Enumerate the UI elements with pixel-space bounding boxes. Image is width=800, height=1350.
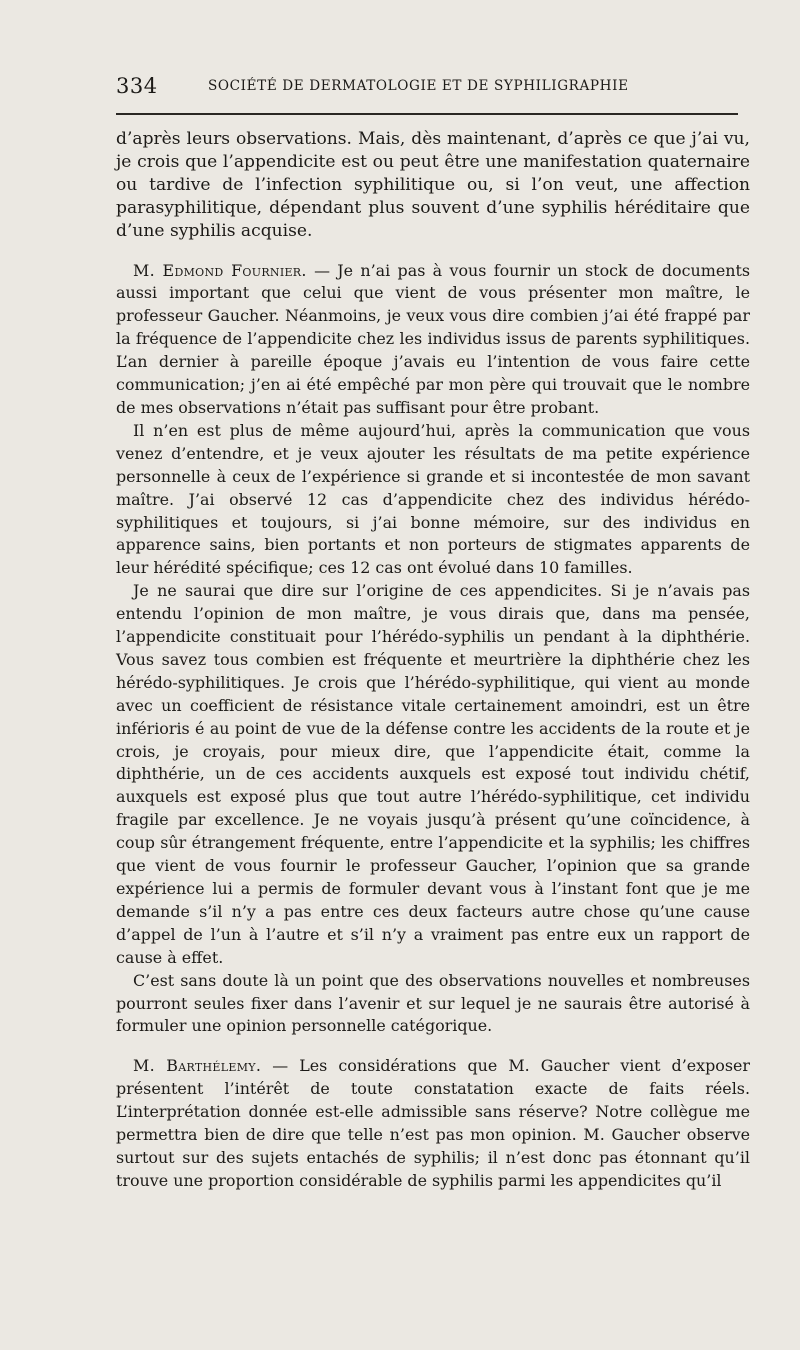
- barthelemy-section: [116, 1055, 750, 1192]
- fournier-paragraph-3: Je ne saurai que dire sur l’origine de ces appendicites. Si je n’avais pas entendu l’opinion de mon maître, je vous dirais que, dans ma pensée, l’appendicite constituait pour l’hérédo-syphilis un pendant à la diphthérie. Vous savez tous combien est fréquente et meurtrière la diphthérie chez les hérédo-syphilitiques. Je crois que l’hérédo-syphilitique, qui vient au monde avec un coefficient de résistance vitale certainement amoindri, est un être inférioris é au point de vue de la défense contre les accidents de la route et je crois, je croyais, pour mieux dire, que l’appendicite était, comme la diphthérie, un de ces accidents auxquels est exposé tout individu chétif, auxquels est exposé plus que tout autre l’hérédo-syphilitique, cet individu fragile par excellence. Je ne voyais jusqu’à présent qu’une coïncidence, à coup sûr étrangement fréquente, entre l’appendicite et la syphilis; les chiffres que vient de vous fournir le professeur Gaucher, l’opinion que sa grande expérience lui a permis de formuler devant vous à l’instant font que je me demande s’il n’y a pas entre ces deux facteurs autre chose qu’une cause d’appel de l’un à l’autre et s’il n’y a vraiment pas entre eux un rapport de cause à effet.: [116, 581, 750, 967]
- fournier-paragraph-4: C’est sans doute là un point que des observations nouvelles et nombreuses pourront seules fixer dans l’avenir et sur lequel je ne saurais être autorisé à formuler une opinion personnelle catégorique.: [116, 970, 750, 1036]
- fournier-section: [116, 260, 750, 1039]
- fournier-paragraph-1: [116, 260, 750, 420]
- page-number: 334: [116, 74, 158, 98]
- speaker-fournier: M. Edmond Fournier.: [133, 260, 307, 280]
- running-title: SOCIÉTÉ DE DERMATOLOGIE ET DE SYPHILIGRAPHIE: [208, 78, 629, 94]
- fournier-paragraph-1-text: — Je n’ai pas à vous fournir un stock de documents aussi important que celui que vient de vous présenter mon maître, le professeur Gaucher. Néanmoins, je veux vous dire combien j’ai été frappé par la fréquence de l’appendicite chez les individus issus de parents syphilitiques. L’an dernier à pareille époque j’avais eu l’intention de vous faire cette communication; j’en ai été empêché par mon père qui trouvait que le nombre de mes observations n’était pas suffisant pour être probant.: [116, 260, 751, 417]
- body-text: [116, 128, 750, 1193]
- page-header: [116, 74, 750, 104]
- intro-paragraph: d’après leurs observations. Mais, dès maintenant, d’après ce que j’ai vu, je crois que l’appendicite est ou peut être une manifestation quaternaire ou tardive de l’infection syphilitique ou, si l’on veut, une affection parasyphilitique, dépendant plus souvent d’une syphilis héréditaire que d’une syphilis acquise.: [116, 129, 750, 241]
- speaker-barthelemy: M. Barthélemy.: [133, 1056, 262, 1076]
- barthelemy-paragraph-1-text: — Les considérations que M. Gaucher vient d’exposer présentent l’intérêt de toute constatation exacte de faits réels. L’interprétation donnée est-elle admissible sans réserve? Notre collègue me permettra bien de dire que telle n’est pas mon opinion. M. Gaucher observe surtout sur des sujets entachés de syphilis; il n’est donc pas étonnant qu’il trouve une proportion considérable de syphilis parmi les appendicites qu’il: [116, 1056, 751, 1190]
- header-rule: [116, 113, 738, 115]
- barthelemy-paragraph-1: [116, 1055, 750, 1192]
- fournier-paragraph-2: Il n’en est plus de même aujourd’hui, après la communication que vous venez d’entendre, et je veux ajouter les résultats de ma petite expérience personnelle à ceux de l’expérience si grande et si incontestée de mon savant maître. J’ai observé 12 cas d’appendicite chez des individus hérédo-syphilitiques et toujours, si j’ai bonne mémoire, sur des individus en apparence sains, bien portants et non porteurs de stigmates apparents de leur hérédité spécifique; ces 12 cas ont évolué dans 10 familles.: [116, 420, 750, 578]
